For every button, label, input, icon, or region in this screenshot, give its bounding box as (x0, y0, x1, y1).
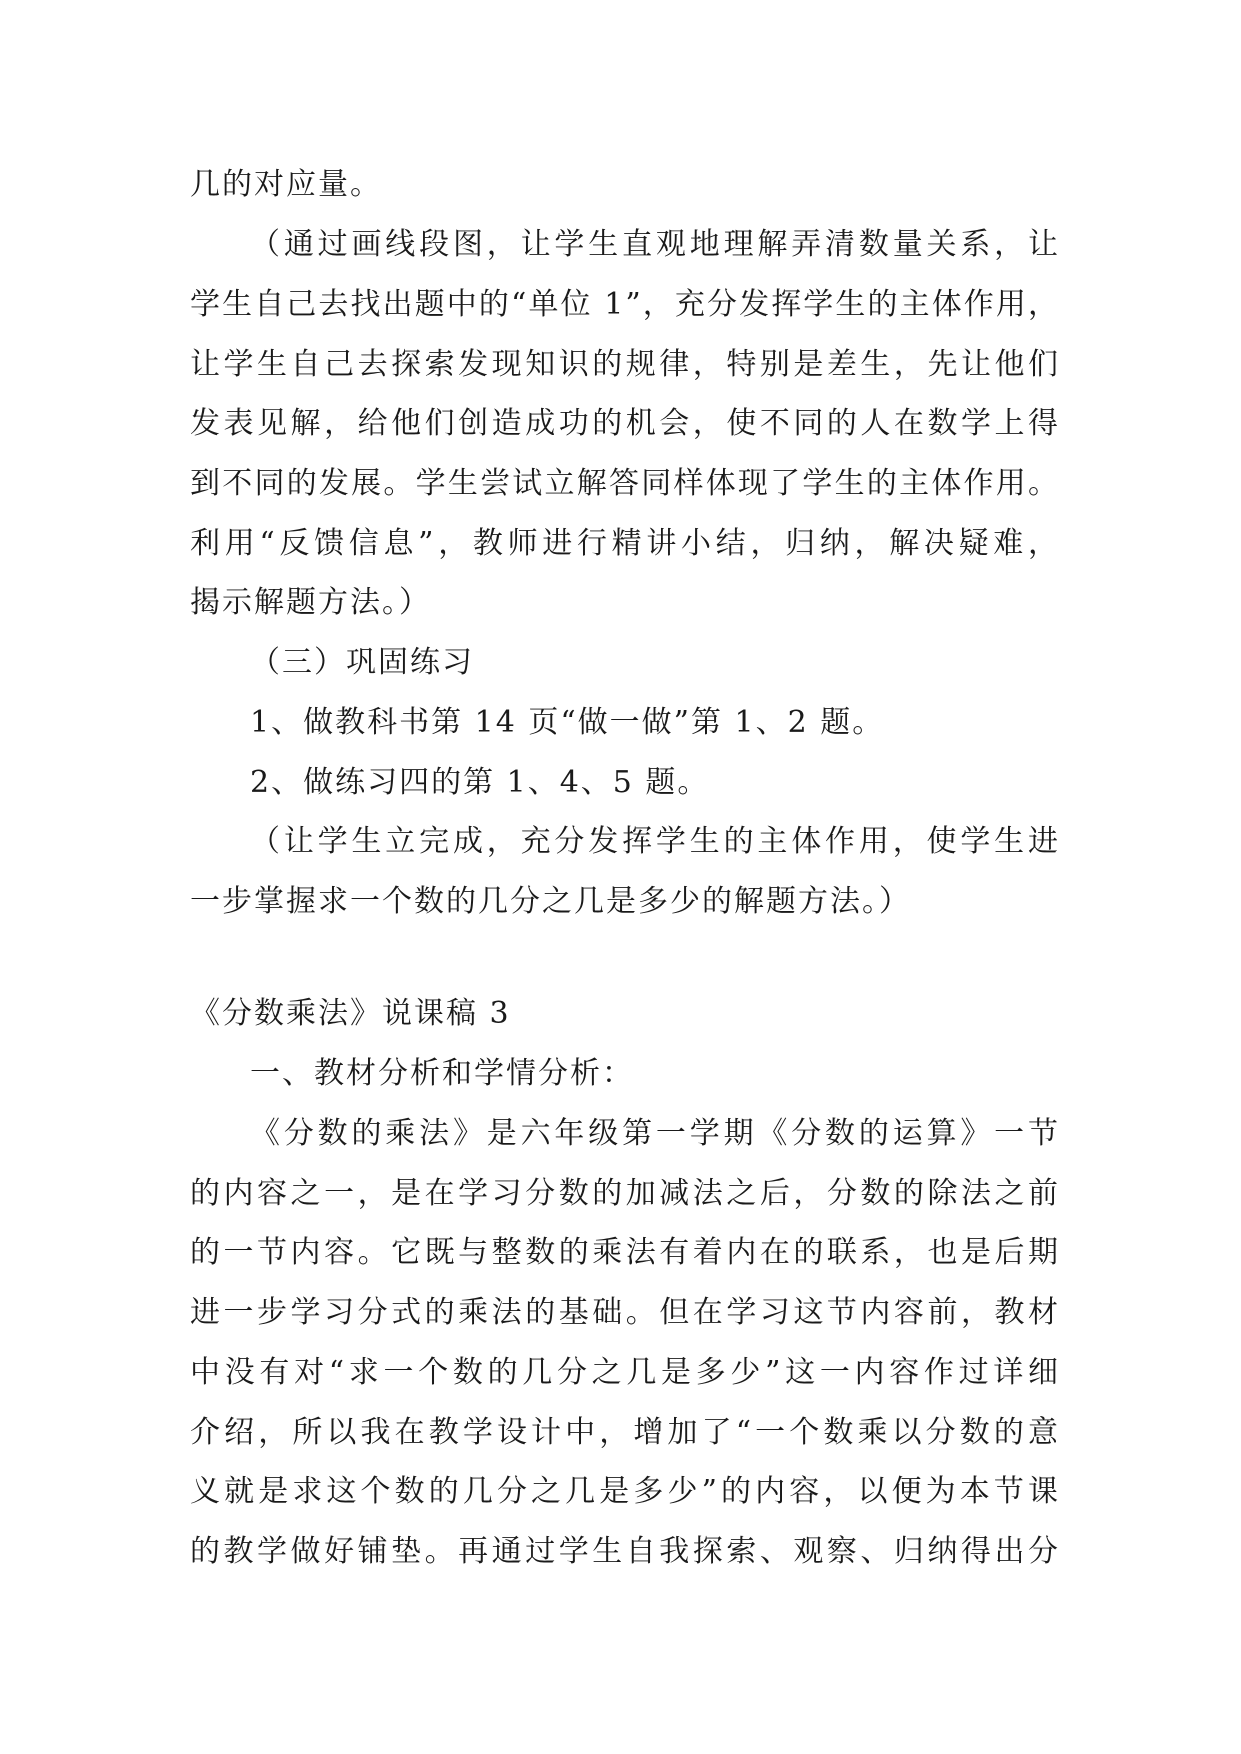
paragraph-line: 几的对应量。 (190, 167, 382, 202)
paragraph-line: 让学生自己去探索发现知识的规律，特别是差生，先让他们 (190, 347, 1060, 382)
paragraph-line: 揭示解题方法。） (190, 585, 431, 620)
paragraph-line: 发表见解，给他们创造成功的机会，使不同的人在数学上得 (190, 406, 1060, 441)
paragraph-line: （让学生立完成，充分发挥学生的主体作用，使学生进 (250, 824, 1060, 859)
paragraph-line: 到不同的发展。学生尝试立解答同样体现了学生的主体作用。 (190, 466, 1060, 501)
paragraph-line: 的内容之一，是在学习分数的加减法之后，分数的除法之前 (190, 1176, 1060, 1211)
paragraph-line: 中没有对“求一个数的几分之几是多少”这一内容作过详细 (190, 1355, 1060, 1390)
paragraph-line: 利用“反馈信息”，教师进行精讲小结，归纳，解决疑难， (190, 526, 1060, 561)
paragraph-line: 学生自己去找出题中的“单位 1”，充分发挥学生的主体作用， (190, 287, 1060, 322)
list-item: 1、做教科书第 14 页“做一做”第 1、2 题。 (250, 705, 885, 740)
paragraph-line: 介绍，所以我在教学设计中，增加了“一个数乘以分数的意 (190, 1415, 1060, 1450)
paragraph-line: （通过画线段图，让学生直观地理解弄清数量关系，让 (250, 227, 1060, 262)
section-heading: （三）巩固练习 (250, 645, 474, 680)
paragraph-line: 的一节内容。它既与整数的乘法有着内在的联系，也是后期 (190, 1235, 1060, 1270)
list-item: 2、做练习四的第 1、4、5 题。 (250, 765, 710, 800)
section-heading: 一、教材分析和学情分析： (250, 1056, 634, 1091)
document-title: 《分数乘法》说课稿 3 (190, 996, 511, 1031)
paragraph-line: 义就是求这个数的几分之几是多少”的内容，以便为本节课 (190, 1474, 1060, 1509)
paragraph-line: 《分数的乘法》是六年级第一学期《分数的运算》一节 (250, 1116, 1060, 1151)
paragraph-line: 进一步学习分式的乘法的基础。但在学习这节内容前，教材 (190, 1295, 1060, 1330)
paragraph-line: 的教学做好铺垫。再通过学生自我探索、观察、归纳得出分 (190, 1534, 1060, 1569)
paragraph-line: 一步掌握求一个数的几分之几是多少的解题方法。） (190, 884, 911, 919)
